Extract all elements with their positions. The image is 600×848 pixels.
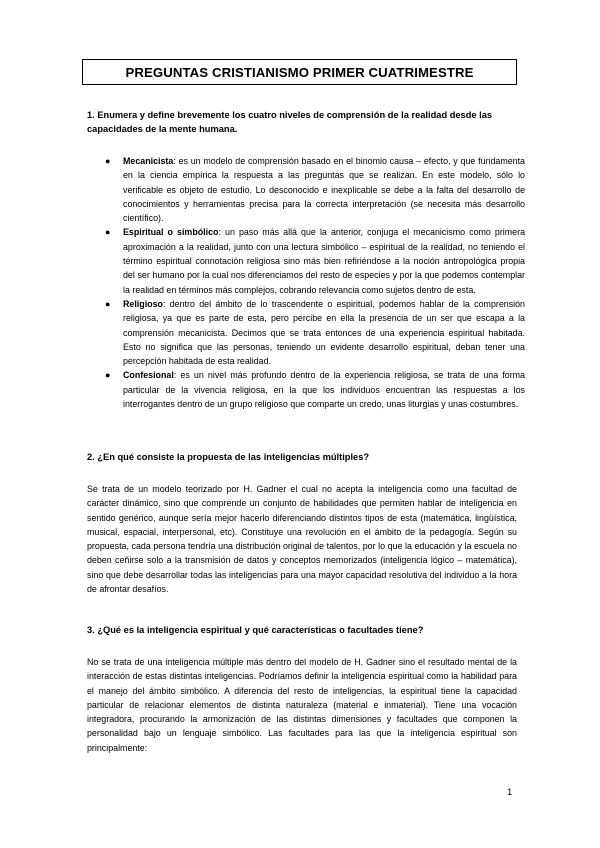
level-text: : un paso más allá que la anterior, conjuga el mecanicismo como primera aproximación a la realidad, junto con una lectura simbólico – espiritual de la realidad, no teniendo el término espiritual connotación religiosa sino más bien refiriéndose a la noción antropológica propia del ser humano por la cual nos diferenciamos del resto de especies y por la que podemos contemplar la realidad en términos más complejos, cobrando relevancia como sujetos dentro de esta. xyxy=(123,227,526,295)
answer-2: Se trata de un modelo teorizado por H. Gadner el cual no acepta la inteligencia como una facultad de carácter dinámico, sino que comprende un conjunto de habilidades que permiten hablar de inteligencia en sentido genérico, aunque sería mejor hacerlo diferenciando distintos tipos de esta (matemática, lingüística, musical, espacial, interpersonal, etc). Constituye una revolución en el ámbito de la pedagogía. Según su propuesta, cada persona tendría una distribución original de talentos, por lo que la educación y la escuela no deben ceñirse solo a la transmisión de datos y conceptos memorizados (inteligencia lógico – matemática), sino que debe desarrollar todas las inteligencias para una mayor capacidad resolutiva del individuo a la hora de afrontar desafíos. xyxy=(87,484,517,595)
question-2: 2. ¿En qué consiste la propuesta de las inteligencias múltiples? xyxy=(87,452,370,462)
answer-3: No se trata de una inteligencia múltiple más dentro del modelo de H. Gadner sino el resultado mental de la interacción de estas distintas inteligencias. Podríamos definir la inteligencia espiritual como la habilidad para el manejo del ámbito simbólico. A diferencia del resto de inteligencias, la espiritual tiene la capacidad particular de relacionar elementos de distinta naturaleza (material e inmaterial). Tiene una vocación integradora, procurando la armonización de las distintas dimensiones y facultades que componen la personalidad bajo un lenguaje simbólico. Las facultades para las que la inteligencia espiritual son principalmente: xyxy=(87,657,517,753)
bullet-icon: ● xyxy=(105,156,111,166)
level-term: Espiritual o simbólico xyxy=(123,227,219,238)
list-item xyxy=(105,225,525,296)
list-item xyxy=(105,154,525,225)
bullet-icon: ● xyxy=(105,298,111,309)
level-text: : dentro del ámbito de lo trascendente o espiritual, podemos hablar de la comprensión religiosa, ya que es parte de esta, pero percibe en ella la presencia de un ser que escapa a la comprensión mecanicista. Decimos que se trata entonces de una experiencia espiritual habitada. Esto no significa que las personas, teniendo un evidente desarrollo espiritual, deban tener una percepción habitada de esta realidad. xyxy=(123,298,525,367)
list-item xyxy=(105,368,525,411)
level-term: Confesional xyxy=(123,370,174,381)
levels-list xyxy=(105,154,525,411)
list-item xyxy=(105,297,525,368)
level-text: : es un nivel más profundo dentro de la experiencia religiosa, se trata de una forma particular de la vivencia religiosa, en la que los individuos encuentran las respuestas a los interrogantes dentro de un grupo religioso que comparte un credo, unas liturgias y unas costumbres. xyxy=(123,370,525,410)
page-number: 1 xyxy=(507,787,513,798)
document-title: PREGUNTAS CRISTIANISMO PRIMER CUATRIMESTRE xyxy=(125,64,474,80)
question-1: 1. Enumera y define brevemente los cuatro niveles de comprensión de la realidad desde las capacidades de la mente humana. xyxy=(87,110,493,134)
bullet-icon: ● xyxy=(105,227,111,238)
question-3: 3. ¿Qué es la inteligencia espiritual y qué características o facultades tiene? xyxy=(87,625,424,635)
bullet-icon: ● xyxy=(105,370,111,381)
level-text: : es un modelo de comprensión basado en el binomio causa – efecto, y que fundamenta en la ciencia empírica la respuesta a las preguntas que se realizan. En este modelo, sólo lo verificable es objeto de estudio. Lo desconocido e inexplicable se debe a la falta del desarrollo de conocimientos y herramientas precisa para la correcta interpretación (se necesita más desarrollo científico). xyxy=(123,156,525,224)
level-term: Mecanicista xyxy=(123,156,174,166)
level-term: Religioso xyxy=(123,298,163,309)
title-box xyxy=(82,59,517,85)
